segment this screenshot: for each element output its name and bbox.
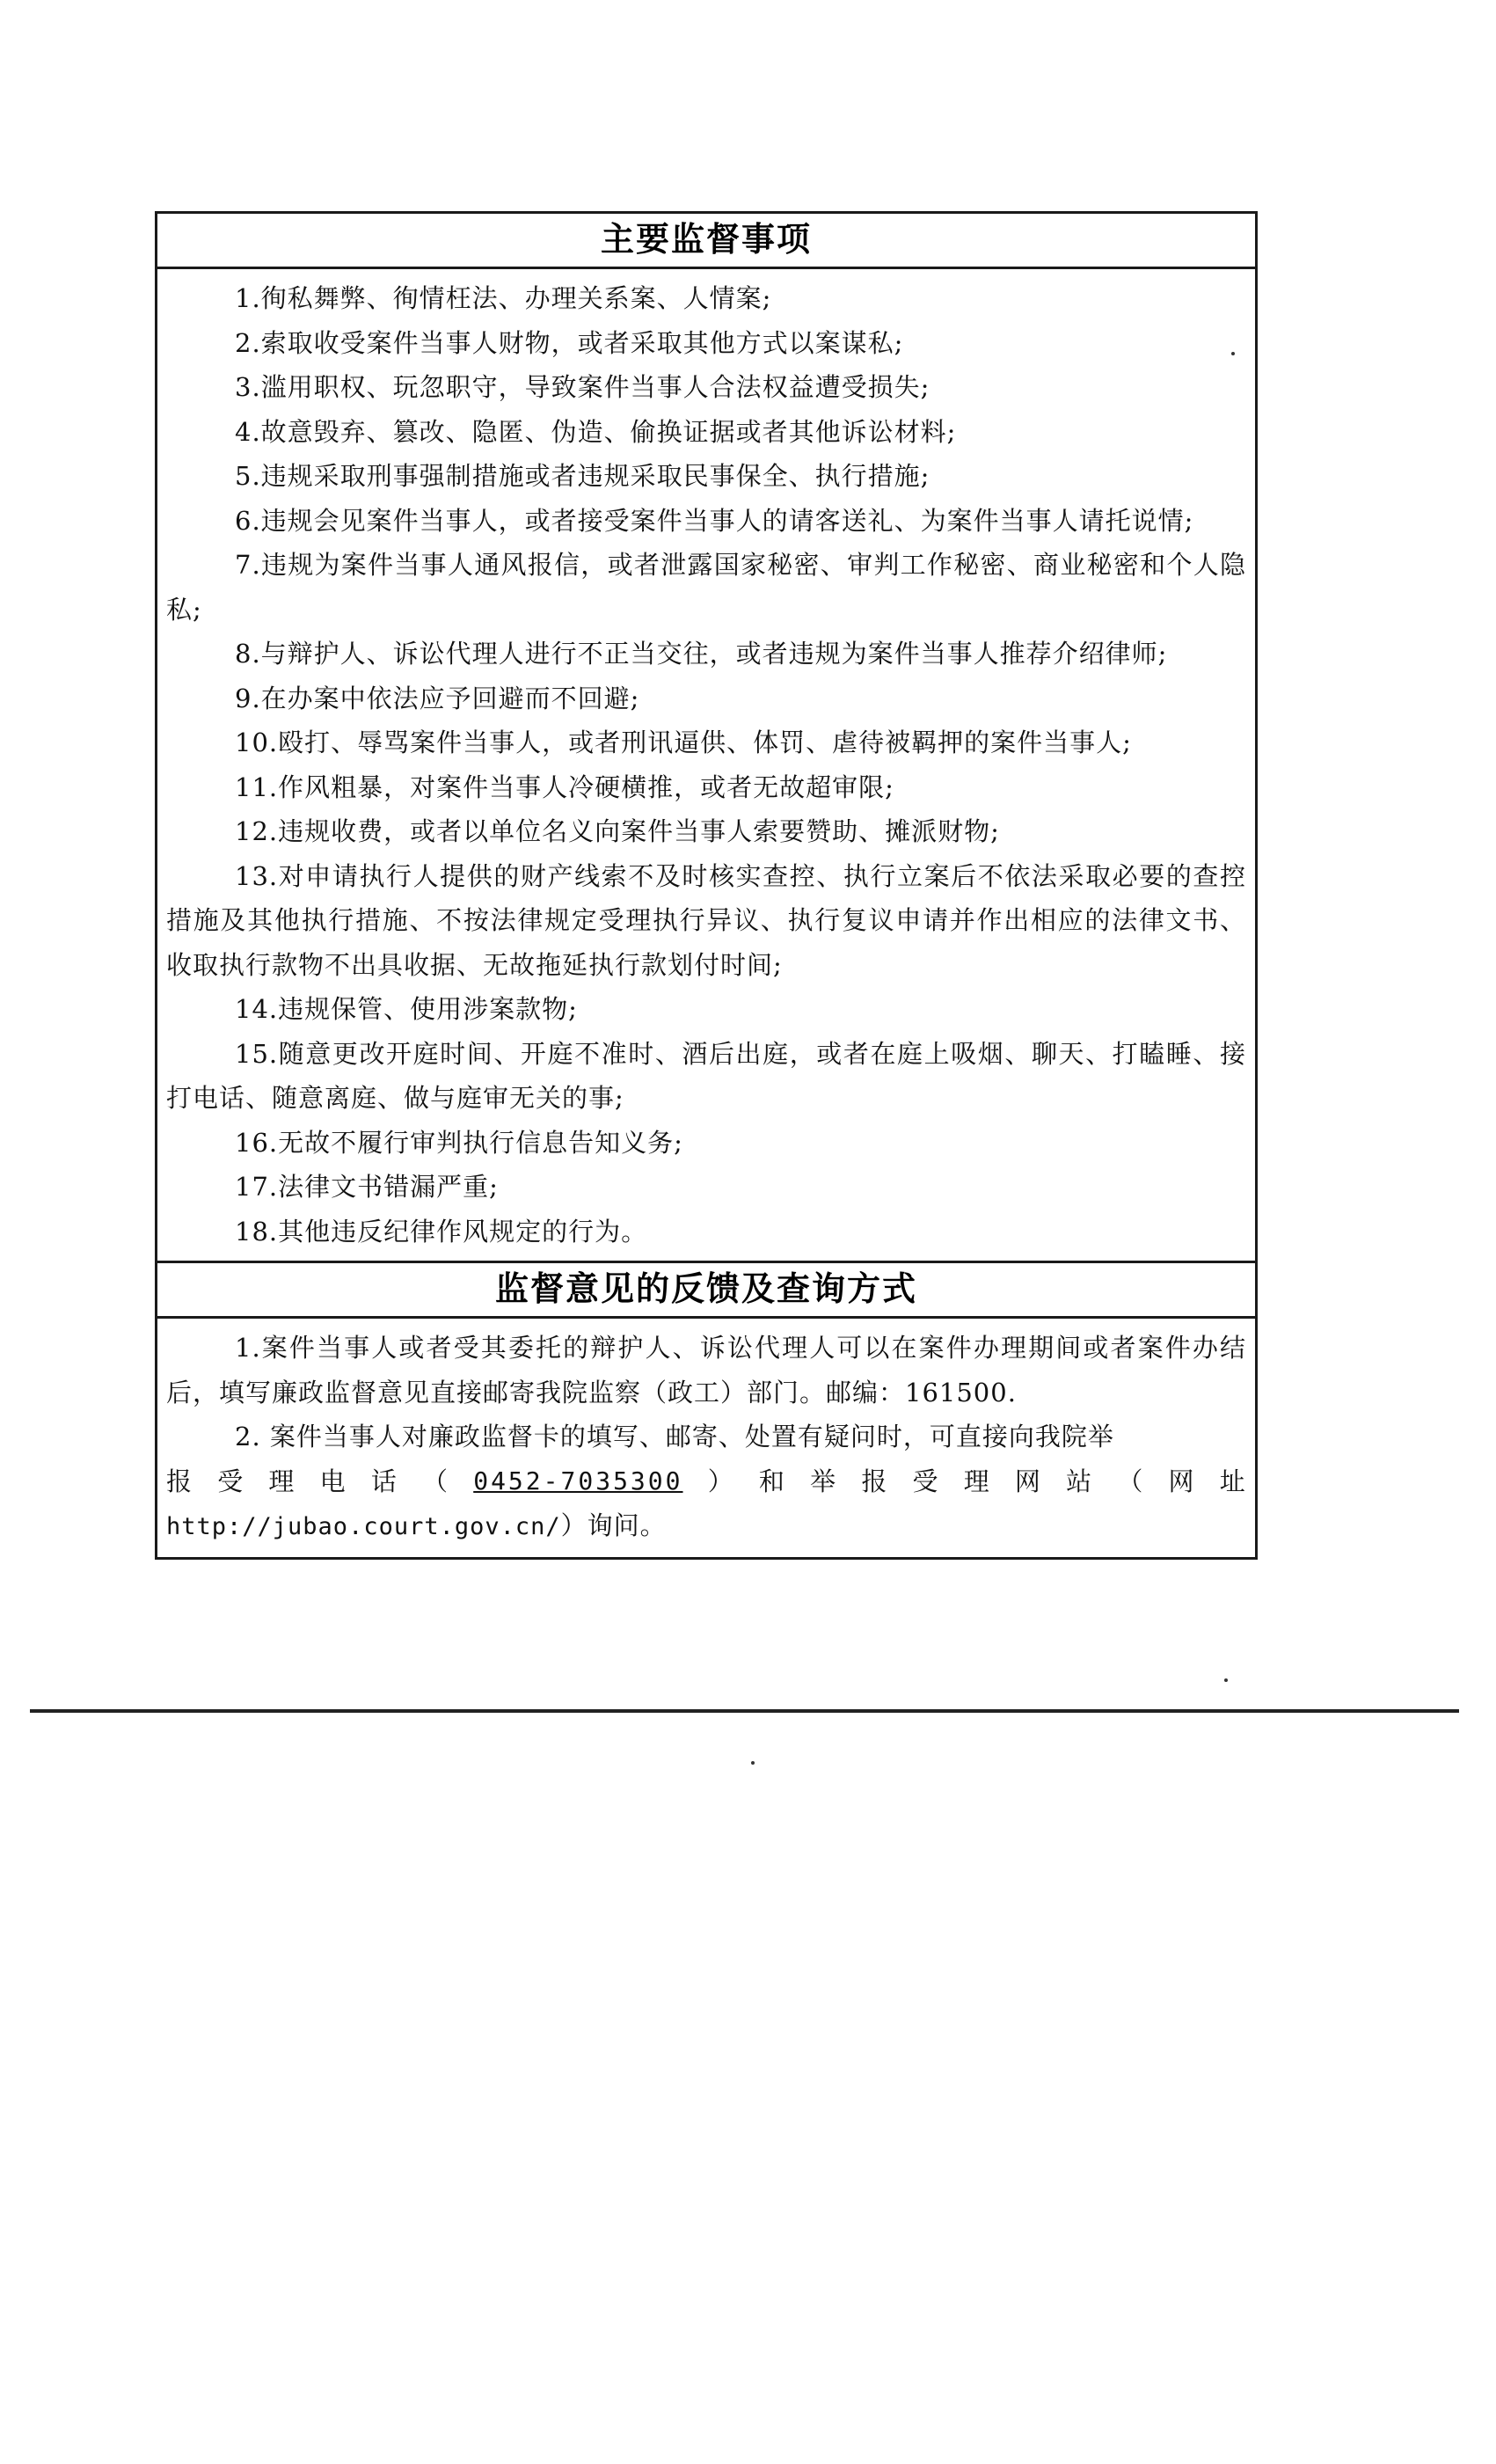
list-item: 17.法律文书错漏严重;: [235, 1172, 499, 1202]
list-item: 1.徇私舞弊、徇情枉法、办理关系案、人情案;: [235, 283, 772, 313]
list-item: 16.无故不履行审判执行信息告知义务;: [235, 1127, 683, 1158]
supervision-card: [155, 211, 1258, 1560]
feedback-paragraph-2-tail: [166, 1503, 1246, 1550]
list-item: 10.殴打、辱骂案件当事人，或者刑讯逼供、体罚、虐待被羁押的案件当事人;: [235, 728, 1132, 757]
report-website-url: http://jubao.court.gov.cn/: [166, 1513, 561, 1540]
spread-char: 话: [370, 1466, 398, 1496]
list-item: 15.随意更改开庭时间、开庭不准时、酒后出庭，或者在庭上吸烟、聊天、打瞌睡、接打电话、随意离庭、做与庭审无关的事;: [166, 1038, 1246, 1113]
list-item: 4.故意毁弃、篡改、隐匿、伪造、偷换证据或者其他诉讼材料;: [235, 416, 957, 447]
spread-char: 理: [268, 1466, 296, 1496]
spread-char: 网: [1168, 1466, 1195, 1496]
feedback-paragraph-2-lead: 2. 案件当事人对廉政监督卡的填写、邮寄、处置有疑问时，可直接向我院举: [235, 1422, 1114, 1451]
spread-char: 电: [319, 1466, 347, 1496]
spread-char: 址: [1219, 1466, 1246, 1496]
scan-speck: [1231, 352, 1235, 355]
feedback-title: 监督意见的反馈及查询方式: [157, 1261, 1255, 1319]
list-item: 7.违规为案件当事人通风报信，或者泄露国家秘密、审判工作秘密、商业秘密和个人隐私;: [166, 550, 1246, 625]
feedback-paragraph-2-spread: [166, 1459, 1246, 1504]
list-item: 14.违规保管、使用涉案款物;: [235, 994, 578, 1024]
spread-char: （: [422, 1466, 449, 1496]
list-item: 12.违规收费，或者以单位名义向案件当事人索要赞助、摊派财物;: [235, 816, 1000, 846]
spread-char: 理: [963, 1466, 990, 1496]
list-item: 9.在办案中依法应予回避而不回避;: [235, 683, 640, 713]
feedback-paragraph-1: 1.案件当事人或者受其委托的辩护人、诉讼代理人可以在案件办理期间或者案件办结后，填写廉政监督意见直接邮寄我院监察（政工）部门。邮编：161500.: [166, 1333, 1246, 1407]
spread-char: （: [1117, 1466, 1144, 1496]
scan-speck: [751, 1761, 755, 1765]
spread-char: 受: [912, 1466, 939, 1496]
spread-char: 举: [810, 1466, 837, 1496]
spread-char: 报: [861, 1466, 888, 1496]
bottom-divider: [30, 1709, 1459, 1713]
scan-speck: [1224, 1678, 1228, 1682]
spread-char: 受: [217, 1466, 244, 1496]
list-item: 2.索取收受案件当事人财物，或者采取其他方式以案谋私;: [235, 327, 904, 358]
spread-char: 报: [166, 1466, 193, 1496]
supervision-list: [157, 269, 1255, 1261]
supervision-title: 主要监督事项: [157, 214, 1255, 269]
list-item: 13.对申请执行人提供的财产线索不及时核实查控、执行立案后不依法采取必要的查控措施及其他执行措施、不按法律规定受理执行异议、执行复议申请并作出相应的法律文书、收取执行款物不出具收据、无故拖延执行款划付时间;: [166, 860, 1246, 980]
report-phone-number: 0452-7035300: [473, 1466, 683, 1495]
list-item: 8.与辩护人、诉讼代理人进行不正当交往，或者违规为案件当事人推荐介绍律师;: [235, 639, 1168, 669]
spread-char: 站: [1066, 1466, 1093, 1496]
list-item: 6.违规会见案件当事人，或者接受案件当事人的请客送礼、为案件当事人请托说情;: [235, 505, 1194, 536]
list-item: 11.作风粗暴，对案件当事人冷硬横推，或者无故超审限;: [235, 771, 894, 802]
list-item: 18.其他违反纪律作风规定的行为。: [235, 1216, 648, 1247]
spread-char: 和: [758, 1466, 785, 1496]
list-item: 5.违规采取刑事强制措施或者违规采取民事保全、执行措施;: [235, 461, 930, 491]
spread-char: 网: [1014, 1466, 1041, 1496]
feedback-section: [157, 1319, 1255, 1557]
list-item: 3.滥用职权、玩忽职守，导致案件当事人合法权益遭受损失;: [235, 372, 930, 402]
feedback-tail-text: ）询问。: [560, 1510, 667, 1540]
spread-char: ）: [707, 1466, 734, 1496]
